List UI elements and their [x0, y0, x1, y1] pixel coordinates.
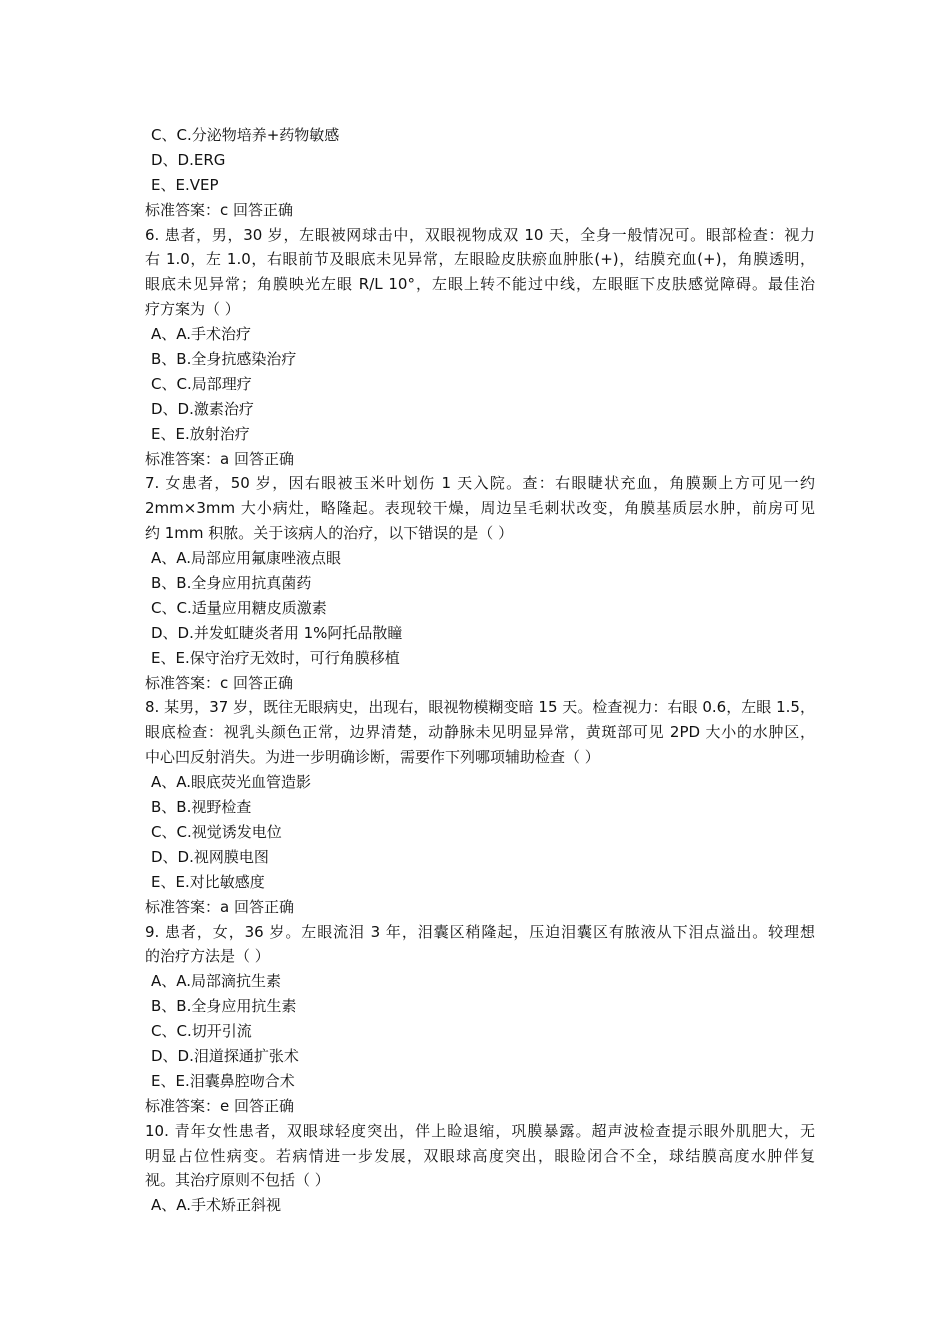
question-line: 疗方案为（ ） [145, 300, 240, 319]
question-line: 7. 女患者，50 岁，因右眼被玉米叶划伤 1 天入院。查：右眼睫状充血，角膜颞上方可见一约 [145, 474, 815, 493]
answer-option: B、B.视野检查 [151, 798, 252, 817]
document-page [145, 123, 815, 1218]
question-line: 6. 患者，男，30 岁，左眼被网球击中，双眼视物成双 10 天，全身一般情况可。眼部检查：视力 [145, 225, 815, 244]
answer-option: C、C.分泌物培养+药物敏感 [151, 126, 340, 144]
answer-option: E、E.保守治疗无效时，可行角膜移植 [151, 648, 400, 667]
question-line: 右 1.0，左 1.0，右眼前节及眼底未见异常，左眼睑皮肤瘀血肿胀(+)，结膜充血(+)，角膜透明， [145, 250, 815, 269]
answer-option: A、A.眼底荧光血管造影 [151, 773, 312, 792]
answer-option: A、A.手术矫正斜视 [151, 1196, 282, 1215]
question-text [145, 920, 815, 970]
standard-answer: 标准答案：a 回答正确 [145, 449, 294, 468]
answer-option: A、A.局部滴抗生素 [151, 972, 282, 991]
answer-option: A、A.手术治疗 [151, 325, 252, 344]
question-text [145, 223, 815, 323]
answer-option: E、E.VEP [151, 175, 219, 194]
question-line: 8. 某男，37 岁，既往无眼病史，出现右，眼视物模糊变暗 15 天。检查视力：右眼 0.6，左眼 1.5， [145, 698, 815, 717]
answer-option: C、C.视觉诱发电位 [151, 822, 282, 841]
answer-option: D、D.视网膜电图 [151, 847, 269, 866]
answer-option: B、B.全身应用抗真菌药 [151, 574, 312, 593]
answer-option: C、C.切开引流 [151, 1022, 252, 1041]
question-line: 的治疗方法是（ ） [145, 947, 270, 966]
standard-answer: 标准答案：e 回答正确 [145, 1096, 294, 1115]
answer-option: C、C.局部理疗 [151, 374, 252, 393]
question-line: 约 1mm 积脓。关于该病人的治疗，以下错误的是（ ） [145, 524, 514, 543]
answer-option: D、D.ERG [151, 150, 226, 169]
question-text [145, 695, 815, 770]
question-line: 眼底未见异常；角膜映光左眼 R/L 10°，左眼上转不能过中线，左眼眶下皮肤感觉障碍。最佳治 [145, 275, 815, 294]
question-line: 10. 青年女性患者，双眼球轻度突出，伴上睑退缩，巩膜暴露。超声波检查提示眼外肌肥大，无 [145, 1121, 815, 1140]
standard-answer: 标准答案：c 回答正确 [145, 200, 294, 219]
answer-option: E、E.对比敏感度 [151, 872, 265, 891]
question-line: 明显占位性病变。若病情进一步发展，双眼球高度突出，眼睑闭合不全，球结膜高度水肿伴复 [145, 1146, 815, 1165]
standard-answer: 标准答案：a 回答正确 [145, 897, 294, 916]
question-line: 中心凹反射消失。为进一步明确诊断，需要作下列哪项辅助检查（ ） [145, 748, 600, 767]
answer-option: E、E.泪囊鼻腔吻合术 [151, 1071, 295, 1090]
answer-option: A、A.局部应用氟康唑液点眼 [151, 549, 342, 568]
question-text [145, 1119, 815, 1194]
answer-option: D、D.泪道探通扩张术 [151, 1046, 299, 1065]
question-line: 2mm×3mm 大小病灶，略隆起。表现较干燥，周边呈毛刺状改变，角膜基质层水肿，前房可见 [145, 499, 815, 518]
question-text [145, 471, 815, 546]
answer-option: D、D.激素治疗 [151, 399, 254, 418]
question-line: 视。其治疗原则不包括（ ） [145, 1171, 330, 1190]
answer-option: E、E.放射治疗 [151, 424, 250, 443]
answer-option: B、B.全身抗感染治疗 [151, 350, 297, 369]
standard-answer: 标准答案：c 回答正确 [145, 673, 294, 692]
answer-option: D、D.并发虹睫炎者用 1%阿托品散瞳 [151, 623, 403, 642]
question-line: 眼底检查：视乳头颜色正常，边界清楚，动静脉未见明显异常，黄斑部可见 2PD 大小的水肿区， [145, 723, 815, 742]
question-line: 9. 患者，女，36 岁。左眼流泪 3 年，泪囊区稍隆起，压迫泪囊区有脓液从下泪点溢出。较理想 [145, 922, 815, 941]
answer-option: B、B.全身应用抗生素 [151, 997, 297, 1016]
answer-option: C、C.适量应用糖皮质激素 [151, 598, 327, 617]
